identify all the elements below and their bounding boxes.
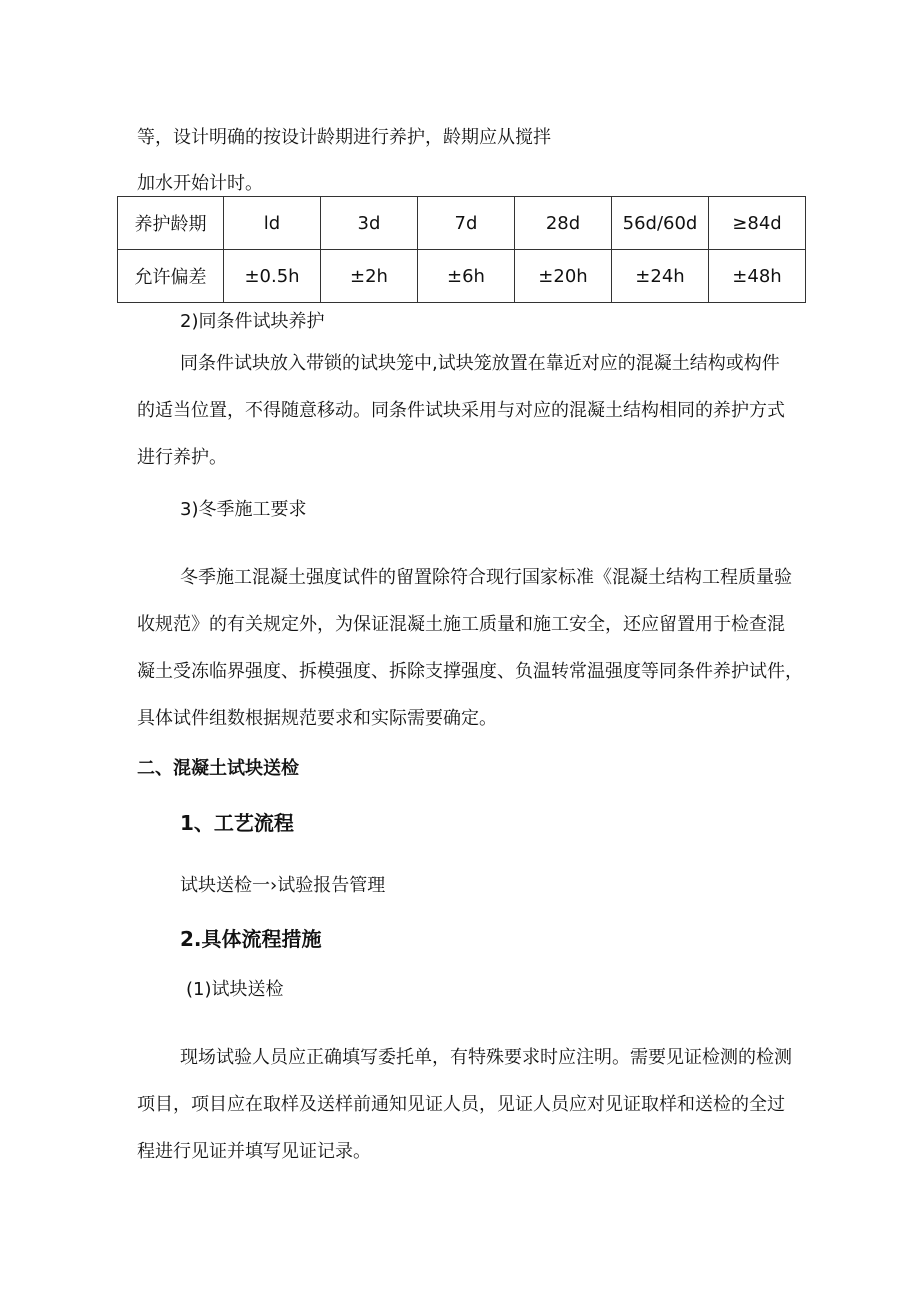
paragraph-line: 凝土受冻临界强度、拆模强度、拆除支撑强度、负温转常温强度等同条件养护试件， xyxy=(137,661,803,682)
paragraph-line: 项目，项目应在取样及送样前通知见证人员，见证人员应对见证取样和送检的全过 xyxy=(137,1094,785,1115)
paragraph-line: 同条件试块放入带锁的试块笼中,试块笼放置在靠近对应的混凝土结构或构件 xyxy=(180,353,780,374)
intro-line-1: 等，设计明确的按设计龄期进行养护，龄期应从搅拌 xyxy=(137,127,551,148)
section-heading-winter: 3)冬季施工要求 xyxy=(180,499,307,520)
table-cell: ±20h xyxy=(515,250,612,303)
table-cell: ±2h xyxy=(321,250,418,303)
paragraph-line: 进行养护。 xyxy=(137,447,227,468)
table-cell: 56d/60d xyxy=(612,197,709,250)
table-row xyxy=(118,250,806,303)
table-row-label: 允许偏差 xyxy=(118,250,224,303)
section-heading-same-condition: 2)同条件试块养护 xyxy=(180,311,325,332)
table-cell: ≥84d xyxy=(709,197,806,250)
paragraph-line: 冬季施工混凝土强度试件的留置除符合现行国家标准《混凝土结构工程质量验 xyxy=(180,567,792,588)
curing-age-table xyxy=(117,196,806,303)
item-heading-submission: (1)试块送检 xyxy=(186,979,284,1000)
table-cell: ±24h xyxy=(612,250,709,303)
table-cell: ld xyxy=(224,197,321,250)
intro-line-2: 加水开始计时。 xyxy=(137,173,263,194)
table-cell: 7d xyxy=(418,197,515,250)
table-cell: 28d xyxy=(515,197,612,250)
part-heading: 二、混凝土试块送检 xyxy=(137,758,299,779)
table-cell: ±6h xyxy=(418,250,515,303)
paragraph-line: 程进行见证并填写见证记录。 xyxy=(137,1141,371,1162)
paragraph-line: 的适当位置，不得随意移动。同条件试块采用与对应的混凝土结构相同的养护方式 xyxy=(137,400,785,421)
sub-heading-measures: 2.具体流程措施 xyxy=(180,927,322,951)
table-row xyxy=(118,197,806,250)
table-row-label: 养护龄期 xyxy=(118,197,224,250)
table-cell: ±0.5h xyxy=(224,250,321,303)
sub-heading-process: 1、工艺流程 xyxy=(180,811,294,835)
table-cell: 3d xyxy=(321,197,418,250)
table-cell: ±48h xyxy=(709,250,806,303)
paragraph-line: 现场试验人员应正确填写委托单，有特殊要求时应注明。需要见证检测的检测 xyxy=(180,1047,792,1068)
paragraph-line: 具体试件组数根据规范要求和实际需要确定。 xyxy=(137,708,497,729)
paragraph-line: 收规范》的有关规定外，为保证混凝土施工质量和施工安全，还应留置用于检查混 xyxy=(137,614,785,635)
flow-text: 试块送检一›试验报告管理 xyxy=(180,875,386,896)
